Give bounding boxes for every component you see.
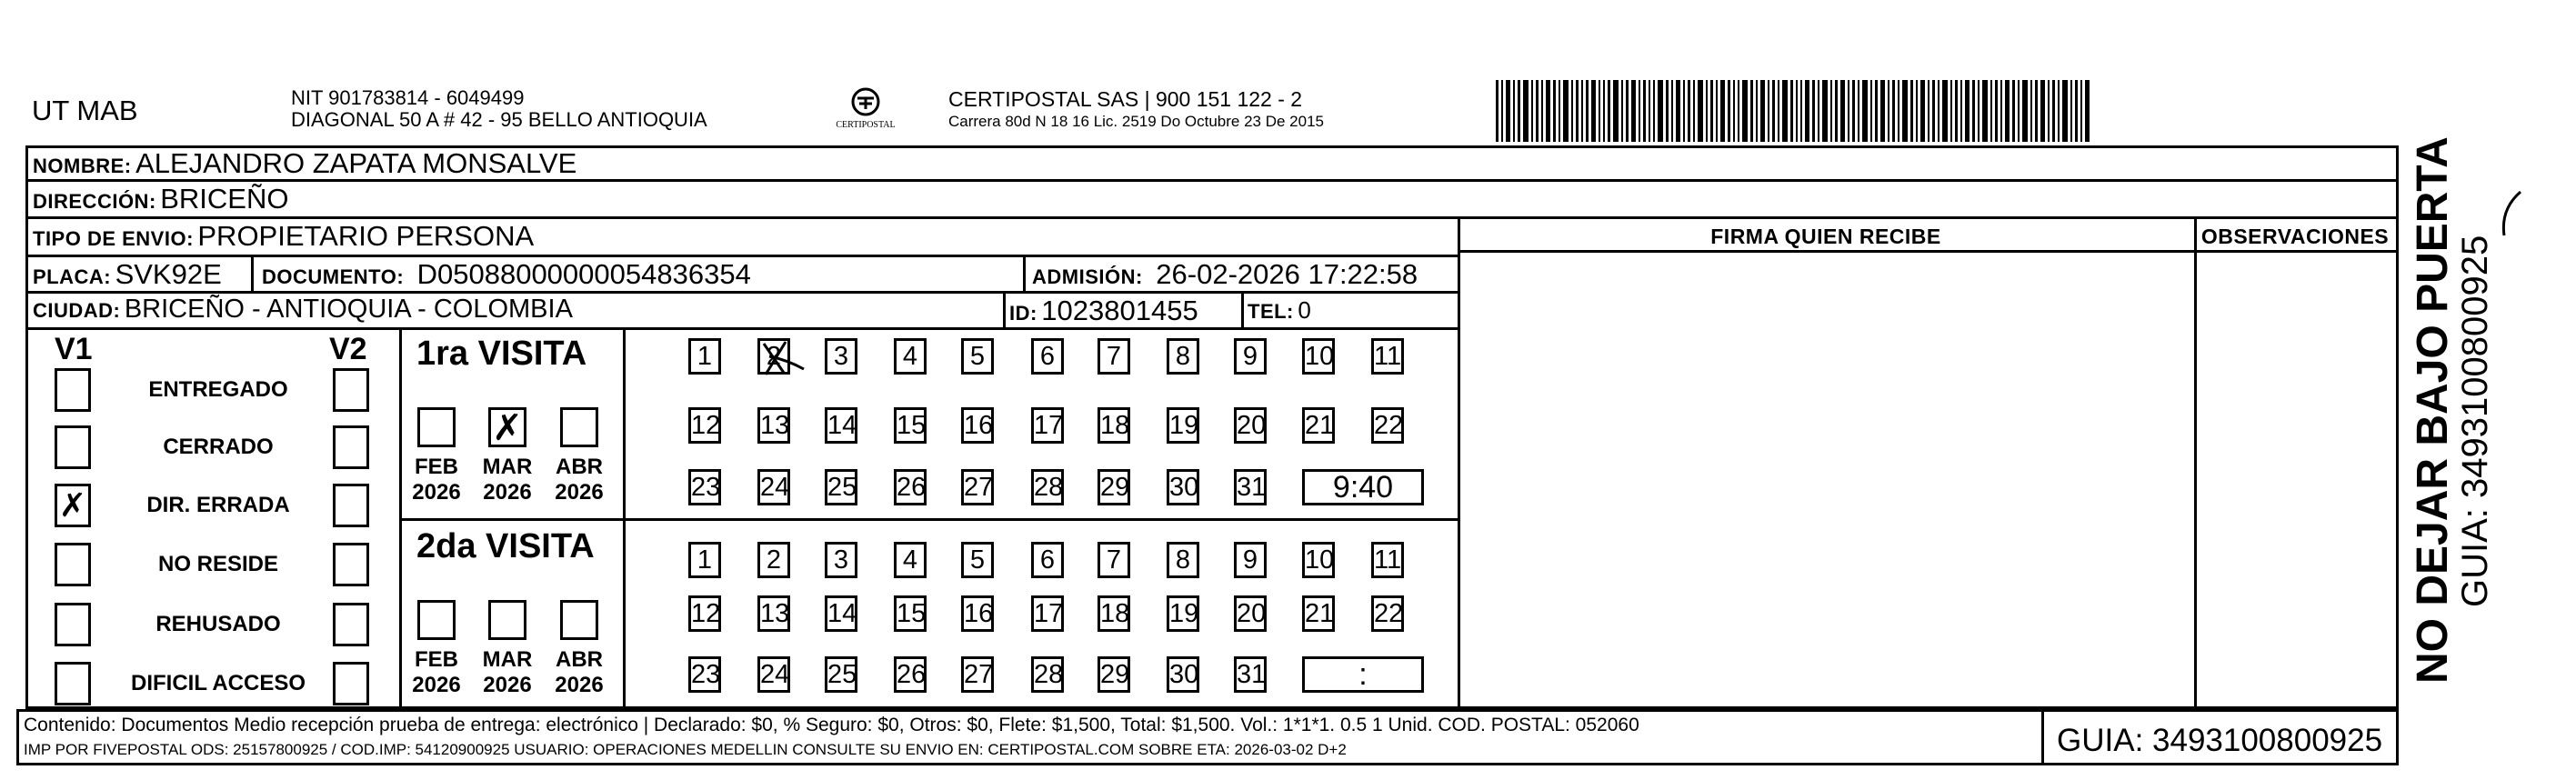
day-box[interactable]: 14 xyxy=(825,595,857,632)
day-box[interactable]: 13 xyxy=(757,595,790,632)
month-year: 2026 xyxy=(483,480,532,505)
footer-line2: IMP POR FIVEPOSTAL ODS: 25157800925 / COD.IMP: 54120900925 USUARIO: OPERACIONES MEDELLIN CONSULTE SU ENVIO EN: CERTIPOSTAL.COM SOBRE ETA: 2026-03-02 D+2 xyxy=(24,741,1347,758)
status-label: ENTREGADO xyxy=(148,377,288,402)
v2-checkbox[interactable] xyxy=(333,543,369,586)
day-box[interactable]: 15 xyxy=(894,407,927,444)
day-box[interactable]: 8 xyxy=(1167,338,1199,375)
day-box[interactable]: 9 xyxy=(1234,338,1267,375)
side-guia: GUIA: 3493100800925 xyxy=(2455,235,2495,607)
month-checkbox[interactable] xyxy=(417,600,456,640)
day-box[interactable]: 6 xyxy=(1031,542,1064,578)
day-box[interactable]: 5 xyxy=(961,542,994,578)
certipostal-line2: Carrera 80d N 18 16 Lic. 2519 Do Octubre 23 De 2015 xyxy=(948,113,1324,130)
pen-mark-icon xyxy=(2491,186,2528,241)
placa-value: SVK92E xyxy=(115,258,222,290)
day-box[interactable]: 17 xyxy=(1031,407,1064,444)
day-box[interactable]: 24 xyxy=(757,656,790,693)
day-box[interactable]: 7 xyxy=(1098,542,1130,578)
day-box[interactable]: 11 xyxy=(1371,542,1404,578)
day-box[interactable]: 28 xyxy=(1031,469,1064,505)
direccion-row xyxy=(33,183,288,215)
day-box[interactable]: 7 xyxy=(1098,338,1130,375)
v2-checkbox[interactable] xyxy=(333,662,369,705)
ciudad-label: CIUDAD: xyxy=(33,299,121,322)
day-check-mark xyxy=(747,333,811,388)
day-box[interactable]: 6 xyxy=(1031,338,1064,375)
tipo-row xyxy=(33,220,534,253)
day-box[interactable]: 21 xyxy=(1302,595,1335,632)
day-box[interactable]: 23 xyxy=(688,469,721,505)
status-label: NO RESIDE xyxy=(157,552,279,576)
day-box[interactable]: 18 xyxy=(1098,595,1130,632)
v2-checkbox[interactable] xyxy=(333,425,369,469)
direccion-value: BRICEÑO xyxy=(160,183,289,215)
month-year: 2026 xyxy=(555,673,604,697)
certipostal-logo xyxy=(829,85,902,140)
day-box[interactable]: 13 xyxy=(757,407,790,444)
day-box[interactable]: 26 xyxy=(894,469,927,505)
footer-guia: GUIA: 3493100800925 xyxy=(2057,723,2383,758)
day-box[interactable]: 1 xyxy=(688,338,721,375)
admision-value: 26-02-2026 17:22:58 xyxy=(1156,258,1418,290)
v1-checkbox[interactable] xyxy=(55,425,91,469)
day-box[interactable]: 26 xyxy=(894,656,927,693)
day-box[interactable]: 20 xyxy=(1234,407,1267,444)
v2-label: V2 xyxy=(329,332,367,366)
pen-stroke xyxy=(2491,186,2528,245)
tel-value: 0 xyxy=(1298,296,1311,324)
day-box[interactable]: 24 xyxy=(757,469,790,505)
month-checkbox[interactable] xyxy=(488,600,526,640)
documento-label: DOCUMENTO: xyxy=(262,265,405,288)
month-year: 2026 xyxy=(483,673,532,697)
day-box[interactable]: 15 xyxy=(894,595,927,632)
status-label: DIFICIL ACCESO xyxy=(130,671,306,695)
certipostal-line1: CERTIPOSTAL SAS | 900 151 122 - 2 xyxy=(948,87,1303,111)
tel-row xyxy=(1248,296,1311,325)
tipo-label: TIPO DE ENVIO: xyxy=(33,227,194,250)
documento-row xyxy=(262,258,751,291)
day-box[interactable]: 17 xyxy=(1031,595,1064,632)
month-name: MAR xyxy=(482,647,533,672)
day-box[interactable]: 12 xyxy=(688,595,721,632)
barcode xyxy=(1496,80,2246,142)
day-box[interactable]: 11 xyxy=(1371,338,1404,375)
day-box[interactable]: 25 xyxy=(825,469,857,505)
day-box[interactable]: 9 xyxy=(1234,542,1267,578)
month-label xyxy=(476,647,539,698)
nit: NIT 901783814 - 6049499 xyxy=(291,86,525,109)
v2-checkbox[interactable] xyxy=(333,484,369,527)
day-box[interactable]: 19 xyxy=(1167,407,1199,444)
status-label: CERRADO xyxy=(163,435,274,459)
day-box[interactable]: 23 xyxy=(688,656,721,693)
day-box[interactable]: 10 xyxy=(1302,542,1335,578)
day-box[interactable]: 1 xyxy=(688,542,721,578)
month-checkbox[interactable] xyxy=(560,407,598,447)
ciudad-value: BRICEÑO - ANTIOQUIA - COLOMBIA xyxy=(124,295,573,324)
nombre-value: ALEJANDRO ZAPATA MONSALVE xyxy=(135,147,577,179)
day-box[interactable]: 27 xyxy=(961,656,994,693)
v1-checkbox[interactable]: ✗ xyxy=(55,484,91,527)
month-label xyxy=(405,647,468,698)
v2-checkbox[interactable] xyxy=(333,603,369,646)
v1-checkbox[interactable] xyxy=(55,603,91,646)
admision-row xyxy=(1032,258,1418,291)
day-box[interactable]: 30 xyxy=(1167,656,1199,693)
day-box[interactable]: 28 xyxy=(1031,656,1064,693)
day-box[interactable]: 14 xyxy=(825,407,857,444)
company-name: UT MAB xyxy=(32,95,138,126)
time-box[interactable]: : xyxy=(1302,656,1424,693)
status-label: REHUSADO xyxy=(155,612,281,636)
v2-checkbox[interactable] xyxy=(333,368,369,412)
day-box[interactable]: 2 xyxy=(757,338,790,375)
month-year: 2026 xyxy=(412,480,461,505)
visit2-title: 2da VISITA xyxy=(416,527,595,565)
firma-label: FIRMA QUIEN RECIBE xyxy=(1710,225,1941,248)
month-name: ABR xyxy=(556,455,603,479)
day-box[interactable]: 20 xyxy=(1234,595,1267,632)
month-checkbox[interactable] xyxy=(560,600,598,640)
placa-label: PLACA: xyxy=(33,265,112,288)
day-box[interactable]: 22 xyxy=(1371,407,1404,444)
day-box[interactable]: 10 xyxy=(1302,338,1335,375)
day-box[interactable]: 19 xyxy=(1167,595,1199,632)
day-box[interactable]: 4 xyxy=(894,338,927,375)
day-box[interactable]: 16 xyxy=(961,407,994,444)
nombre-row xyxy=(33,147,576,180)
nombre-label: NOMBRE: xyxy=(33,155,132,177)
month-name: FEB xyxy=(415,647,458,672)
v1-checkbox[interactable] xyxy=(55,543,91,586)
month-name: MAR xyxy=(482,455,533,479)
day-box[interactable]: 27 xyxy=(961,469,994,505)
status-label: DIR. ERRADA xyxy=(146,493,290,517)
day-box[interactable]: 4 xyxy=(894,542,927,578)
day-box[interactable]: 31 xyxy=(1234,656,1267,693)
tipo-value: PROPIETARIO PERSONA xyxy=(197,220,535,252)
ciudad-row xyxy=(33,295,573,325)
month-name: FEB xyxy=(415,455,458,479)
day-box[interactable]: 16 xyxy=(961,595,994,632)
day-box[interactable]: 2 xyxy=(757,542,790,578)
day-box[interactable]: 31 xyxy=(1234,469,1267,505)
day-box[interactable]: 12 xyxy=(688,407,721,444)
documento-value: D05088000000054836354 xyxy=(416,258,751,290)
footer-line1: Contenido: Documentos Medio recepción prueba de entrega: electrónico | Declarado: $0, % Seguro: $0, Otros: $0, Flete: $1,500, Total: $1,500. Vol.: 1*1*1. 0.5 1 Unid. COD. POSTAL: 052060 xyxy=(24,715,1639,735)
placa-row xyxy=(33,258,222,291)
admision-label: ADMISIÓN: xyxy=(1032,265,1143,288)
id-row xyxy=(1009,295,1198,327)
v1-checkbox[interactable] xyxy=(55,662,91,705)
day-box[interactable]: 3 xyxy=(825,338,857,375)
month-label xyxy=(405,455,468,505)
month-label xyxy=(547,647,611,698)
day-box[interactable]: 29 xyxy=(1098,656,1130,693)
v1-checkbox[interactable] xyxy=(55,368,91,412)
day-box[interactable]: 8 xyxy=(1167,542,1199,578)
observaciones-label: OBSERVACIONES xyxy=(2200,225,2390,248)
time-box[interactable]: 9:40 xyxy=(1302,469,1424,505)
day-box[interactable]: 22 xyxy=(1371,595,1404,632)
day-box[interactable]: 25 xyxy=(825,656,857,693)
id-label: ID: xyxy=(1009,302,1037,325)
month-year: 2026 xyxy=(412,673,461,697)
month-checkbox[interactable]: ✗ xyxy=(488,407,526,447)
day-box[interactable]: 30 xyxy=(1167,469,1199,505)
side-warning: NO DEJAR BAJO PUERTA xyxy=(2409,136,2457,684)
month-year: 2026 xyxy=(555,480,604,505)
company-address: DIAGONAL 50 A # 42 - 95 BELLO ANTIOQUIA xyxy=(291,108,707,131)
direccion-label: DIRECCIÓN: xyxy=(33,190,156,213)
day-box[interactable]: 3 xyxy=(825,542,857,578)
v1-label: V1 xyxy=(55,332,93,366)
visit1-title: 1ra VISITA xyxy=(416,335,587,373)
certipostal-logo-icon xyxy=(829,85,902,140)
day-box[interactable]: 21 xyxy=(1302,407,1335,444)
logo-text: CERTIPOSTAL xyxy=(836,120,896,130)
tel-label: TEL: xyxy=(1248,300,1294,323)
day-box[interactable]: 18 xyxy=(1098,407,1130,444)
id-value: 1023801455 xyxy=(1041,295,1198,326)
month-label xyxy=(547,455,611,505)
day-box[interactable]: 29 xyxy=(1098,469,1130,505)
day-box[interactable]: 5 xyxy=(961,338,994,375)
month-name: ABR xyxy=(556,647,603,672)
month-label xyxy=(476,455,539,505)
month-checkbox[interactable] xyxy=(417,407,456,447)
